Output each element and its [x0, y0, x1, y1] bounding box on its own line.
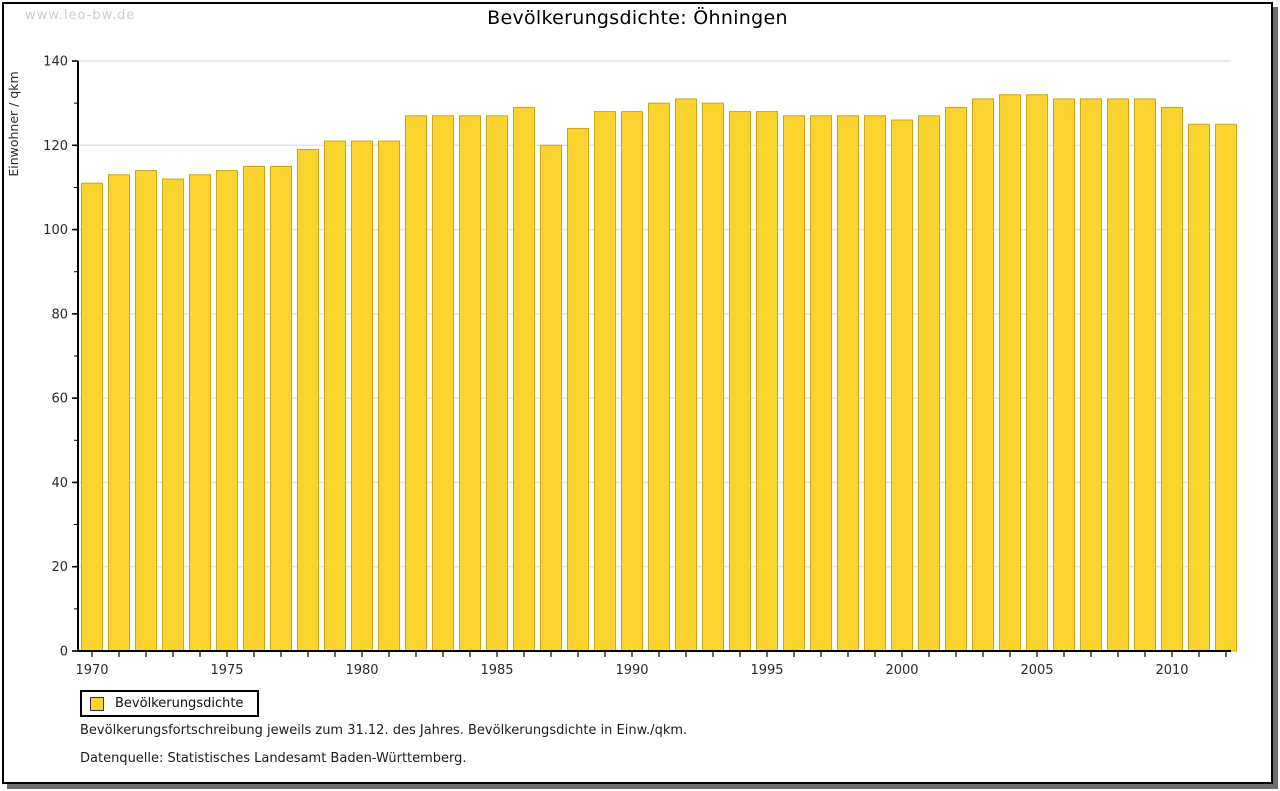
bar	[244, 166, 265, 651]
bar	[973, 99, 994, 651]
bar	[1135, 99, 1156, 651]
bar	[946, 107, 967, 651]
x-tick-label: 1970	[75, 663, 109, 678]
bar	[784, 116, 805, 651]
x-tick-label: 1975	[210, 663, 244, 678]
bar	[109, 175, 130, 651]
legend-label: Bevölkerungsdichte	[115, 696, 244, 711]
bar	[1027, 95, 1048, 651]
x-tick-label: 1985	[480, 663, 514, 678]
x-tick-label: 2010	[1155, 663, 1189, 678]
y-tick-label: 80	[51, 307, 68, 323]
y-tick-label: 40	[51, 475, 68, 491]
y-axis-title: Einwohner / qkm	[6, 71, 21, 177]
footnote-source-note: Bevölkerungsfortschreibung jeweils zum 31.12. des Jahres. Bevölkerungsdichte in Einw./qkm.	[80, 723, 688, 738]
bar	[892, 120, 913, 651]
y-tick-label: 60	[51, 391, 68, 407]
bar	[406, 116, 427, 651]
bar	[1108, 99, 1129, 651]
bar	[676, 99, 697, 651]
x-tick-label: 1995	[750, 663, 784, 678]
bar	[163, 179, 184, 651]
x-tick-label: 2000	[885, 663, 919, 678]
bar	[298, 150, 319, 652]
bar	[217, 171, 238, 651]
bar	[1189, 124, 1210, 651]
bar	[1054, 99, 1075, 651]
bar	[649, 103, 670, 651]
bar	[271, 166, 292, 651]
bar	[1081, 99, 1102, 651]
y-tick-label: 140	[43, 54, 68, 70]
bar	[622, 112, 643, 651]
bar	[541, 145, 562, 651]
bar	[379, 141, 400, 651]
x-tick-label: 1980	[345, 663, 379, 678]
bar	[568, 128, 589, 651]
bar	[352, 141, 373, 651]
bar	[325, 141, 346, 651]
y-tick-label: 20	[51, 560, 68, 576]
bar	[1000, 95, 1021, 651]
bar	[703, 103, 724, 651]
bar	[730, 112, 751, 651]
y-tick-label: 0	[59, 644, 68, 660]
bar	[514, 107, 535, 651]
chart-window	[2, 2, 1273, 784]
bar	[82, 183, 103, 651]
bar	[433, 116, 454, 651]
y-tick-label: 120	[43, 138, 68, 154]
watermark: www.leo-bw.de	[25, 8, 136, 23]
population-density-bar-chart	[4, 4, 1273, 682]
bar	[1216, 124, 1237, 651]
footnote-data-source: Datenquelle: Statistisches Landesamt Baden-Württemberg.	[80, 751, 467, 766]
bar	[595, 112, 616, 651]
chart-title: Bevölkerungsdichte: Öhningen	[487, 7, 788, 29]
bar	[136, 171, 157, 651]
bar	[1162, 107, 1183, 651]
legend	[80, 690, 259, 717]
bar	[487, 116, 508, 651]
bar	[811, 116, 832, 651]
bar	[838, 116, 859, 651]
bar	[190, 175, 211, 651]
y-tick-label: 100	[43, 223, 68, 239]
legend-swatch-icon	[90, 697, 104, 711]
bar	[460, 116, 481, 651]
bar	[865, 116, 886, 651]
x-tick-label: 2005	[1020, 663, 1054, 678]
bar	[757, 112, 778, 651]
x-tick-label: 1990	[615, 663, 649, 678]
bar	[919, 116, 940, 651]
